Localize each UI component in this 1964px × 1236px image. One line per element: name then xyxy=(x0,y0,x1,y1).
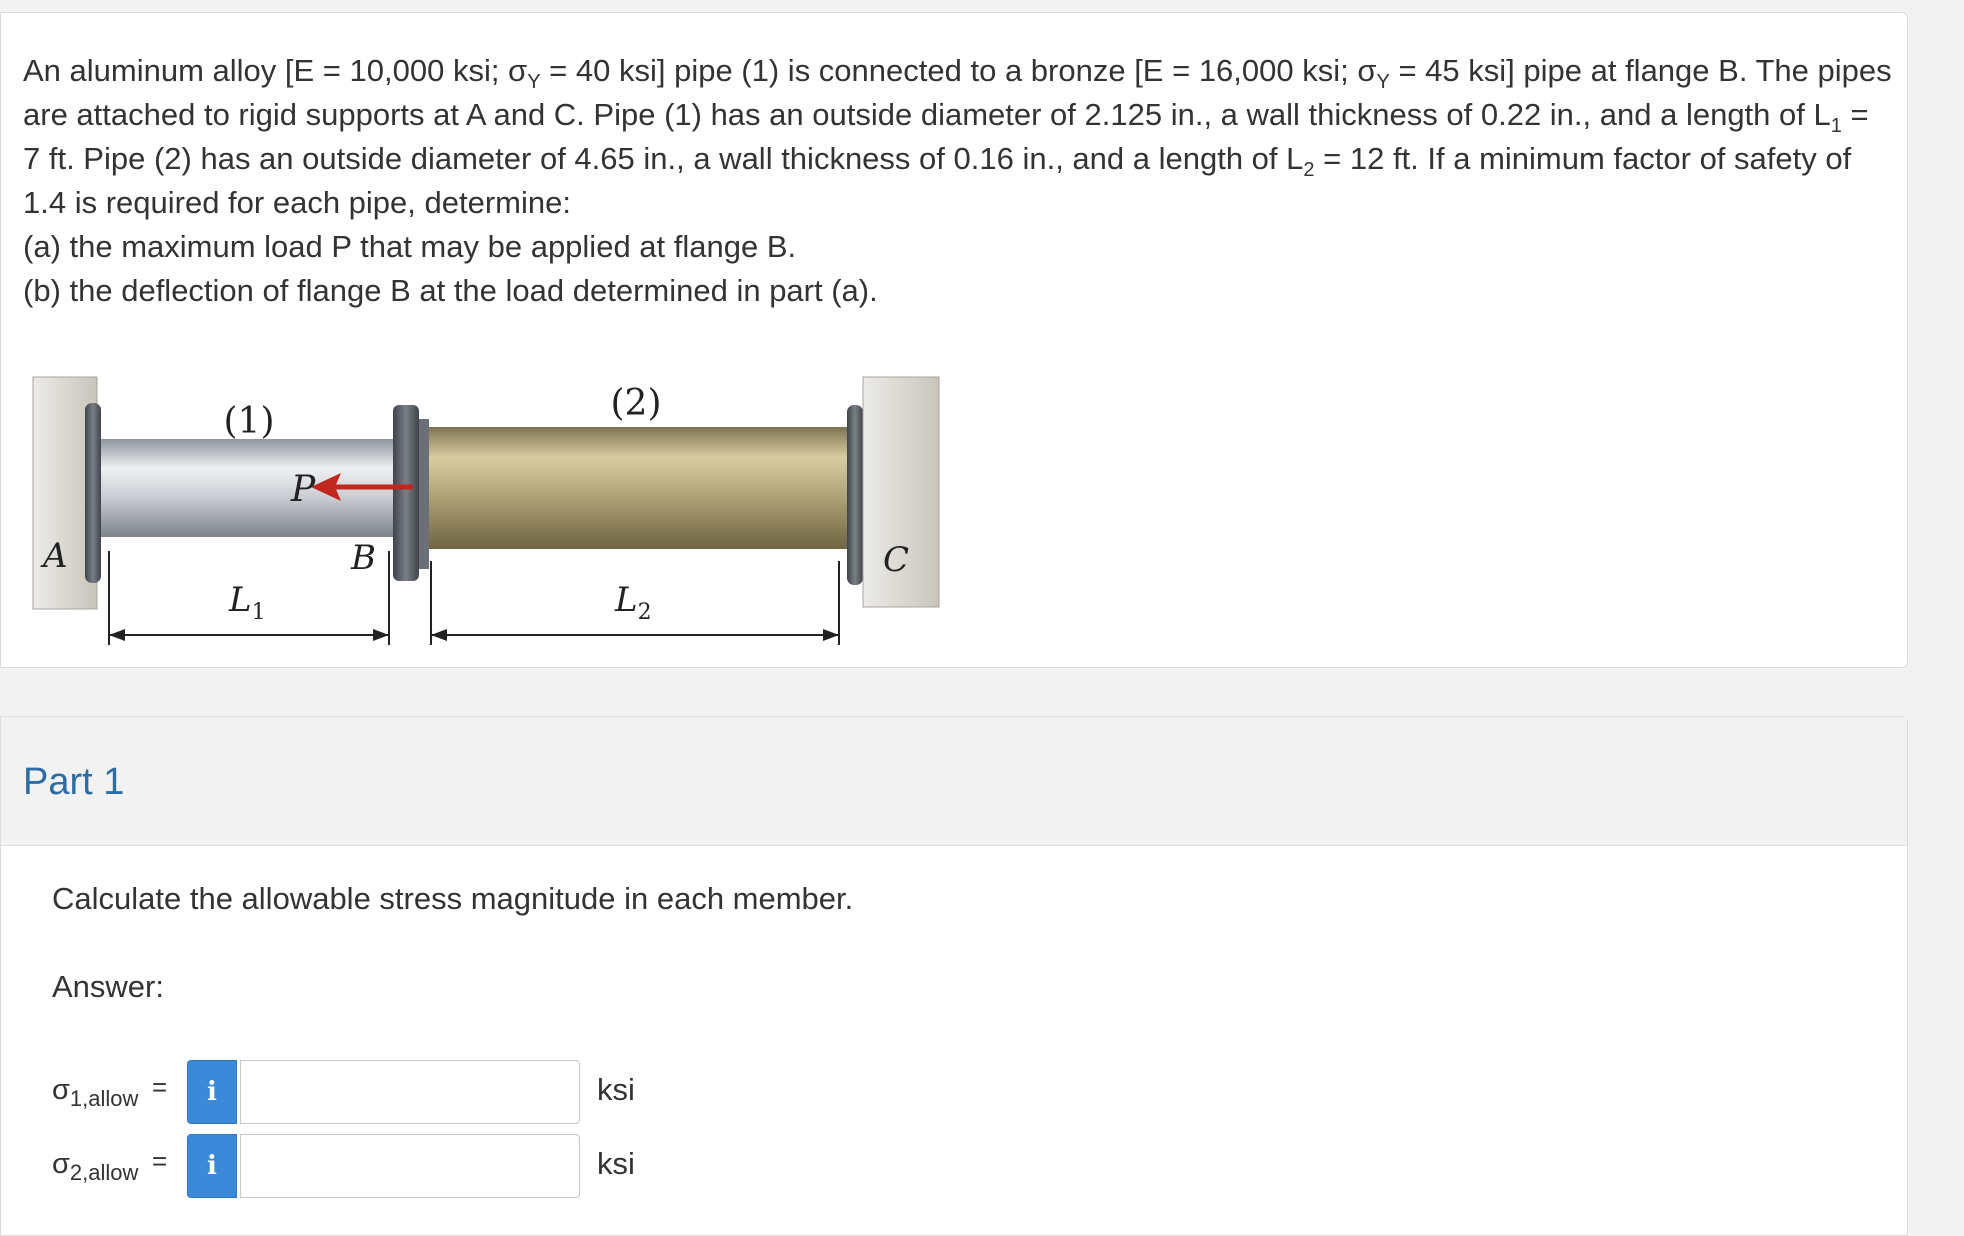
part-1-question: Calculate the allowable stress magnitude in each member. xyxy=(52,881,854,916)
flange-b-ring xyxy=(419,419,429,569)
answer-row-sigma-1 xyxy=(52,1060,692,1124)
label-pipe-1: (1) xyxy=(223,401,275,442)
problem-text-3: = 45 ksi] pipe at flange B. The pipes are attached to rigid supports at A and C. Pipe (1) has an outside diameter of 2.125 in., a wall thickness of 0.22 in., and a length of L xyxy=(23,53,1892,132)
sigma-1-unit: ksi xyxy=(597,1072,635,1107)
flange-c xyxy=(847,405,863,585)
sigma-2-equals: = xyxy=(152,1146,168,1176)
problem-part-a: (a) the maximum load P that may be applied at flange B. xyxy=(23,229,797,264)
flange-b xyxy=(393,405,419,581)
sigma-1-info-button[interactable]: i xyxy=(187,1060,237,1124)
sigma-2-allow-symbol: $\sigma_{2,allow}$ xyxy=(52,1148,139,1185)
label-b: B xyxy=(351,538,376,578)
dim-l2-arrow-left xyxy=(431,629,447,641)
sigma-2-unit: ksi xyxy=(597,1146,635,1181)
answer-label: Answer: xyxy=(52,969,164,1004)
sigma-1-allow-input[interactable] xyxy=(240,1060,580,1124)
problem-sub-1: Y xyxy=(527,71,541,94)
problem-text-1: An aluminum alloy [E = 10,000 ksi; σ xyxy=(23,53,528,88)
label-a: A xyxy=(43,536,68,576)
sigma-1-equals: = xyxy=(152,1072,168,1102)
part-1-title: Part 1 xyxy=(23,761,125,803)
answer-row-sigma-2 xyxy=(52,1134,692,1198)
label-load-p: P xyxy=(291,469,316,510)
pipe-assembly-figure xyxy=(21,363,941,663)
problem-sub-4: 2 xyxy=(1303,159,1315,182)
problem-part-b: (b) the deflection of flange B at the load determined in part (a). xyxy=(23,273,878,308)
part-1-header xyxy=(1,717,1907,846)
sigma-2-allow-input[interactable] xyxy=(240,1134,580,1198)
problem-sub-3: 1 xyxy=(1830,115,1842,138)
problem-sub-2: Y xyxy=(1376,71,1390,94)
pipe-2 xyxy=(429,427,849,549)
flange-a xyxy=(85,403,101,583)
label-l1: $L_1$ xyxy=(229,580,266,625)
part-1-card xyxy=(0,716,1908,1236)
problem-paragraph xyxy=(23,49,1893,225)
dim-l1-arrow-right xyxy=(373,629,389,641)
dim-l1-arrow-left xyxy=(109,629,125,641)
sigma-2-info-button[interactable]: i xyxy=(187,1134,237,1198)
sigma-1-allow-symbol: $\sigma_{1,allow}$ xyxy=(52,1074,139,1111)
label-pipe-2: (2) xyxy=(610,383,662,424)
problem-statement xyxy=(23,49,1893,313)
problem-card xyxy=(0,12,1908,668)
dim-l2-arrow-right xyxy=(823,629,839,641)
label-c: C xyxy=(883,540,910,580)
problem-text-5: = 12 ft. If a minimum factor of safety of 1.4 is required for each pipe, determine: xyxy=(23,141,1852,220)
label-l2: $L_2$ xyxy=(615,580,652,625)
problem-text-4: = 7 ft. Pipe (2) has an outside diameter of 4.65 in., a wall thickness of 0.16 in., and a length of L xyxy=(23,97,1869,176)
problem-text-2: = 40 ksi] pipe (1) is connected to a bronze [E = 16,000 ksi; σ xyxy=(540,53,1377,88)
